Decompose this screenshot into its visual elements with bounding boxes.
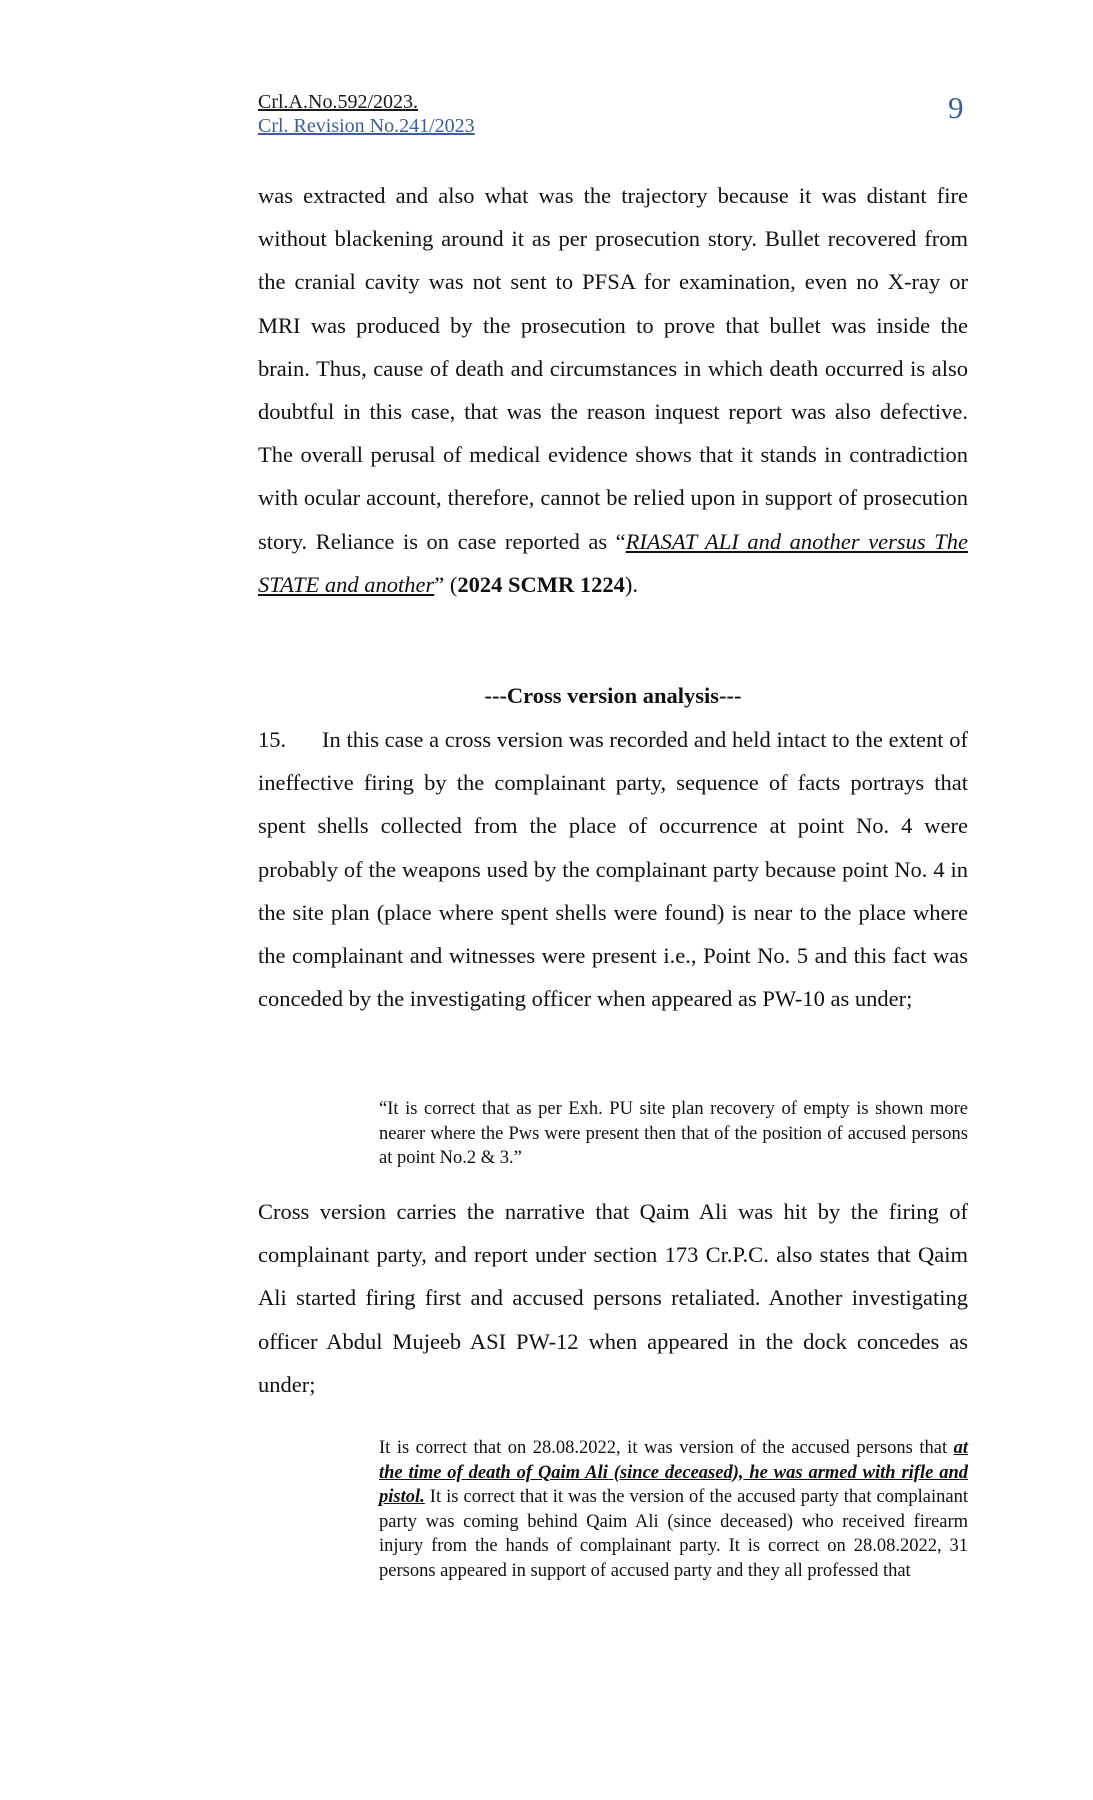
block-quote-pw12 [379,1436,968,1583]
paragraph-end: ). [624,571,638,597]
quote-emphasis: at the time of death of Qaim Ali (since deceased), he was armed with rifle and pistol. [379,1438,968,1507]
section-heading: ---Cross version analysis--- [484,683,742,708]
paragraph-15 [258,718,968,1020]
citation: 2024 SCMR 1224 [457,571,625,597]
quote-text-rest: It is correct that it was the version of the accused party that complainant party was coming behind Qaim Ali (since deceased) who received firearm injury from the hands of complainant party. It is correct on 28.08.2022, 31 persons appeared in support of accused party and they all professed that [379,1487,968,1581]
revision-number: Crl. Revision No.241/2023 [258,115,475,137]
paragraph-text: In this case a cross version was recorded and held intact to the extent of ineffective firing by the complainant party, sequence of facts portrays that spent shells collected from the place of occurrence at point No. 4 were probably of the weapons used by the complainant party because point No. 4 in the site plan (place where spent shells were found) is near to the place where the complainant and witnesses were present i.e., Point No. 5 and this fact was conceded by the investigating officer when appeared as PW-10 as under; [258,727,968,1012]
page-number: 9 [948,90,964,125]
case-header [258,90,475,138]
case-number: Crl.A.No.592/2023. [258,91,418,113]
case-title: RIASAT ALI and another versus The STATE and another [258,528,968,597]
block-quote-pw10: “It is correct that as per Exh. PU site plan recovery of empty is shown more nearer where the Pws were present then that of the position of accused persons at point No.2 & 3.” [379,1099,968,1168]
paragraph-number: 15. [258,727,287,752]
paragraph-medical-evidence [258,174,968,606]
quote-text: It is correct that on 28.08.2022, it was version of the accused persons that [379,1438,954,1458]
paragraph-cross-version: Cross version carries the narrative that Qaim Ali was hit by the firing of complainant party, and report under section 173 Cr.P.C. also states that Qaim Ali started firing first and accused persons retaliated. Another investigating officer Abdul Mujeeb ASI PW-12 when appeared in the dock concedes as under; [258,1199,968,1397]
quote-close: ” ( [434,571,458,597]
paragraph-text: was extracted and also what was the trajectory because it was distant fire without blackening around it as per prosecution story. Bullet recovered from the cranial cavity was not sent to PFSA for examination, even no X-ray or MRI was produced by the prosecution to prove that bullet was inside the brain. Thus, cause of death and circumstances in which death occurred is also doubtful in this case, that was the reason inquest report was also defective. The overall perusal of medical evidence shows that it stands in contradiction with ocular account, therefore, cannot be relied upon in support of prosecution story. Reliance is on case reported as “ [258,183,968,554]
